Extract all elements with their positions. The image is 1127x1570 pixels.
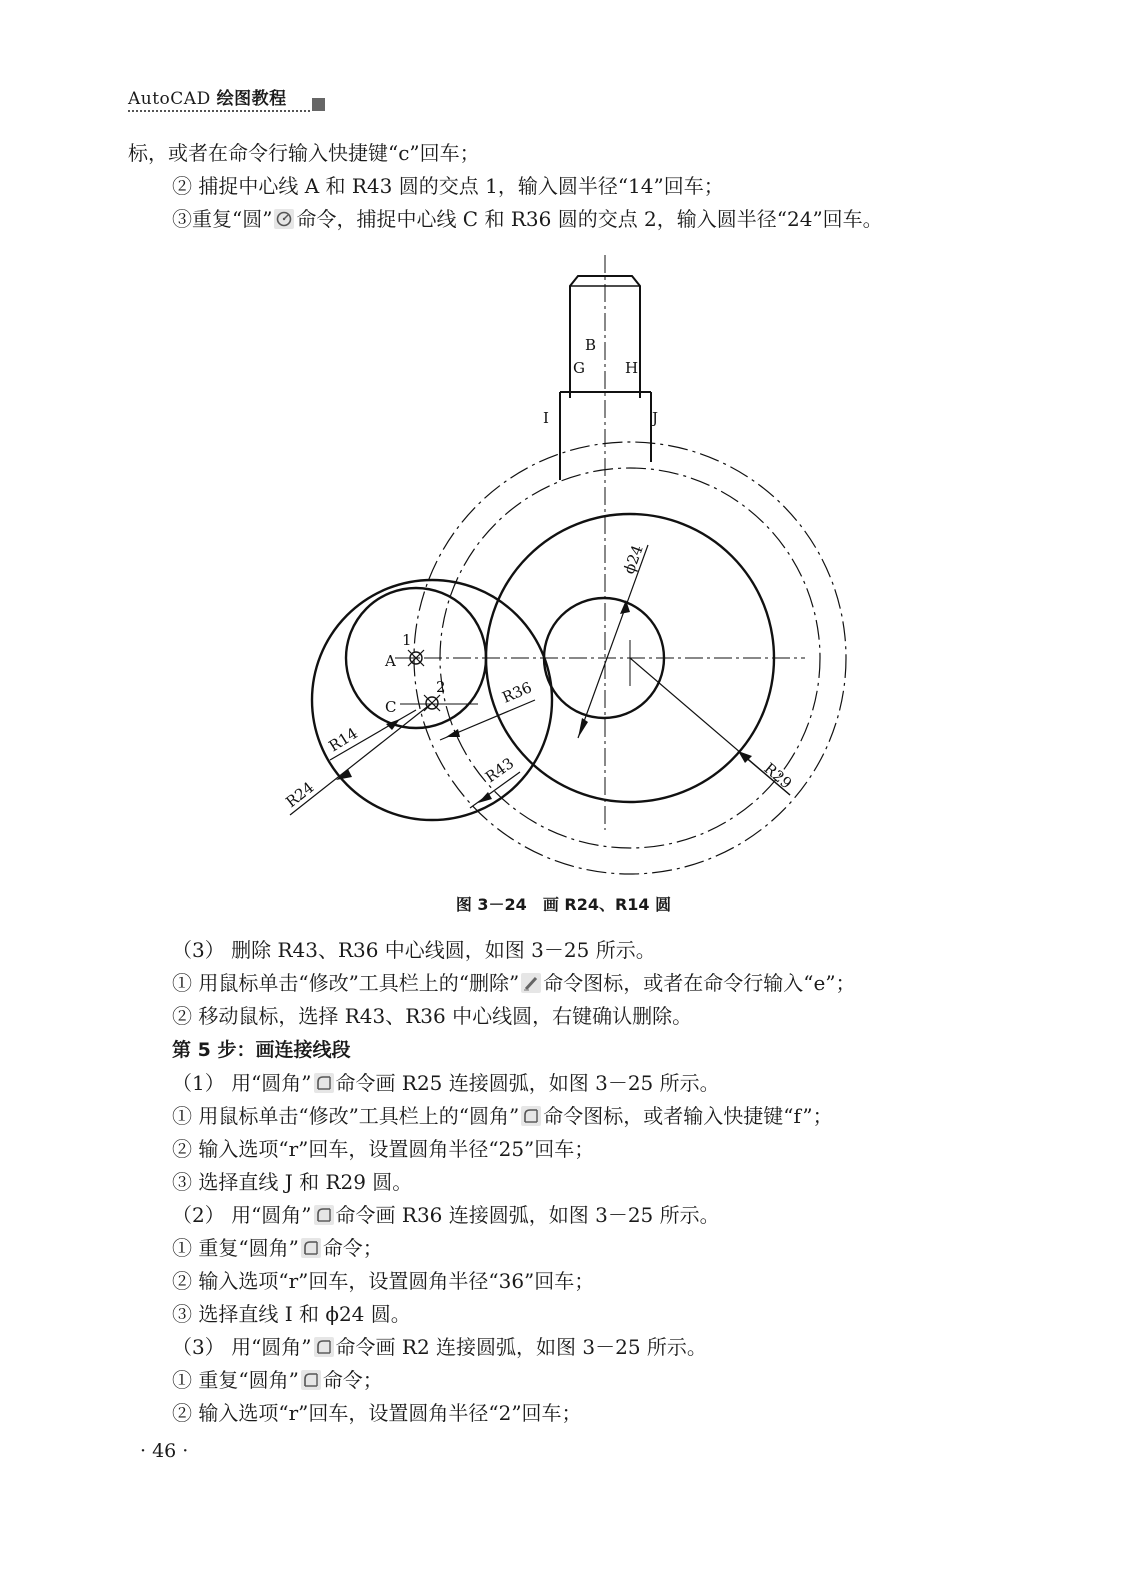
text-line: ② 捕捉中心线 A 和 R43 圆的交点 1，输入圆半径“14”回车；: [172, 174, 724, 198]
text-line: ② 移动鼠标，选择 R43、R36 中心线圆，右键确认删除。: [172, 1004, 693, 1028]
text-fragment: 命令；: [322, 1236, 383, 1260]
text-line: [172, 1334, 707, 1360]
erase-command-icon: [521, 973, 541, 993]
text-line: [172, 1103, 833, 1129]
text-line: [172, 1202, 720, 1228]
header-title-cn: 绘图教程: [216, 89, 287, 109]
fillet-command-icon: [314, 1073, 334, 1093]
label-r36: R36: [499, 678, 535, 707]
step-heading: 第 5 步：画连接线段: [172, 1039, 351, 1061]
label-r29: R29: [760, 759, 796, 793]
text-fragment: 命令图标，或者输入快捷键“f”；: [543, 1104, 833, 1128]
text-line: ② 输入选项“r”回车，设置圆角半径“36”回车；: [172, 1269, 595, 1293]
text-fragment: ① 用鼠标单击“修改”工具栏上的“删除”: [172, 971, 520, 995]
text-fragment: 命令；: [322, 1368, 383, 1392]
label-1: 1: [402, 631, 412, 649]
text-line: ② 输入选项“r”回车，设置圆角半径“25”回车；: [172, 1137, 595, 1161]
text-fragment: ① 重复“圆角”: [172, 1236, 299, 1260]
label-c: C: [385, 698, 397, 716]
text-fragment: （2） 用“圆角”: [172, 1203, 312, 1227]
text-fragment: 命令画 R2 连接圆弧，如图 3－25 所示。: [335, 1335, 707, 1359]
label-2: 2: [436, 678, 446, 696]
text-fragment: 命令画 R36 连接圆弧，如图 3－25 所示。: [335, 1203, 720, 1227]
text-fragment: ① 重复“圆角”: [172, 1368, 299, 1392]
text-line: ② 输入选项“r”回车，设置圆角半径“2”回车；: [172, 1401, 582, 1425]
text-fragment: 命令图标，或者在命令行输入“e”；: [543, 971, 856, 995]
label-r24: R24: [282, 778, 318, 812]
label-j: J: [652, 409, 659, 427]
text-fragment: ① 用鼠标单击“修改”工具栏上的“圆角”: [172, 1104, 520, 1128]
label-r43: R43: [481, 754, 518, 787]
fillet-command-icon: [314, 1337, 334, 1357]
text-line: ③ 选择直线 J 和 R29 圆。: [172, 1170, 413, 1194]
label-phi24: ϕ24: [619, 542, 647, 577]
text-fragment: （1） 用“圆角”: [172, 1071, 312, 1095]
text-fragment: ③重复“圆”: [172, 207, 273, 231]
label-i: I: [543, 409, 549, 427]
label-g: G: [573, 359, 585, 377]
label-h: H: [625, 359, 639, 377]
text-line: [172, 1070, 720, 1096]
text-fragment: 命令，捕捉中心线 C 和 R36 圆的交点 2，输入圆半径“24”回车。: [296, 207, 883, 231]
text-fragment: 命令画 R25 连接圆弧，如图 3－25 所示。: [335, 1071, 720, 1095]
r36-arrow: [446, 729, 460, 737]
text-line: 标，或者在命令行输入快捷键“c”回车；: [128, 141, 480, 165]
fillet-command-icon: [301, 1370, 321, 1390]
page-number: · 46 ·: [140, 1440, 189, 1462]
fillet-command-icon: [301, 1238, 321, 1258]
text-line: ③ 选择直线 I 和 ϕ24 圆。: [172, 1302, 411, 1326]
text-line: （3） 删除 R43、R36 中心线圆，如图 3－25 所示。: [172, 938, 656, 962]
figure-caption: 图 3－24 画 R24、R14 圆: [455, 895, 672, 914]
label-r14: R14: [325, 724, 361, 756]
fillet-command-icon: [521, 1106, 541, 1126]
fillet-command-icon: [314, 1205, 334, 1225]
header-title-latin: AutoCAD: [128, 89, 217, 109]
text-line: [172, 1235, 383, 1261]
label-b: B: [585, 336, 597, 354]
label-a: A: [385, 652, 396, 670]
phi24-arrow-bottom: [578, 718, 588, 738]
text-fragment: （3） 用“圆角”: [172, 1335, 312, 1359]
text-line: [172, 1367, 383, 1393]
text-line: [172, 970, 856, 996]
